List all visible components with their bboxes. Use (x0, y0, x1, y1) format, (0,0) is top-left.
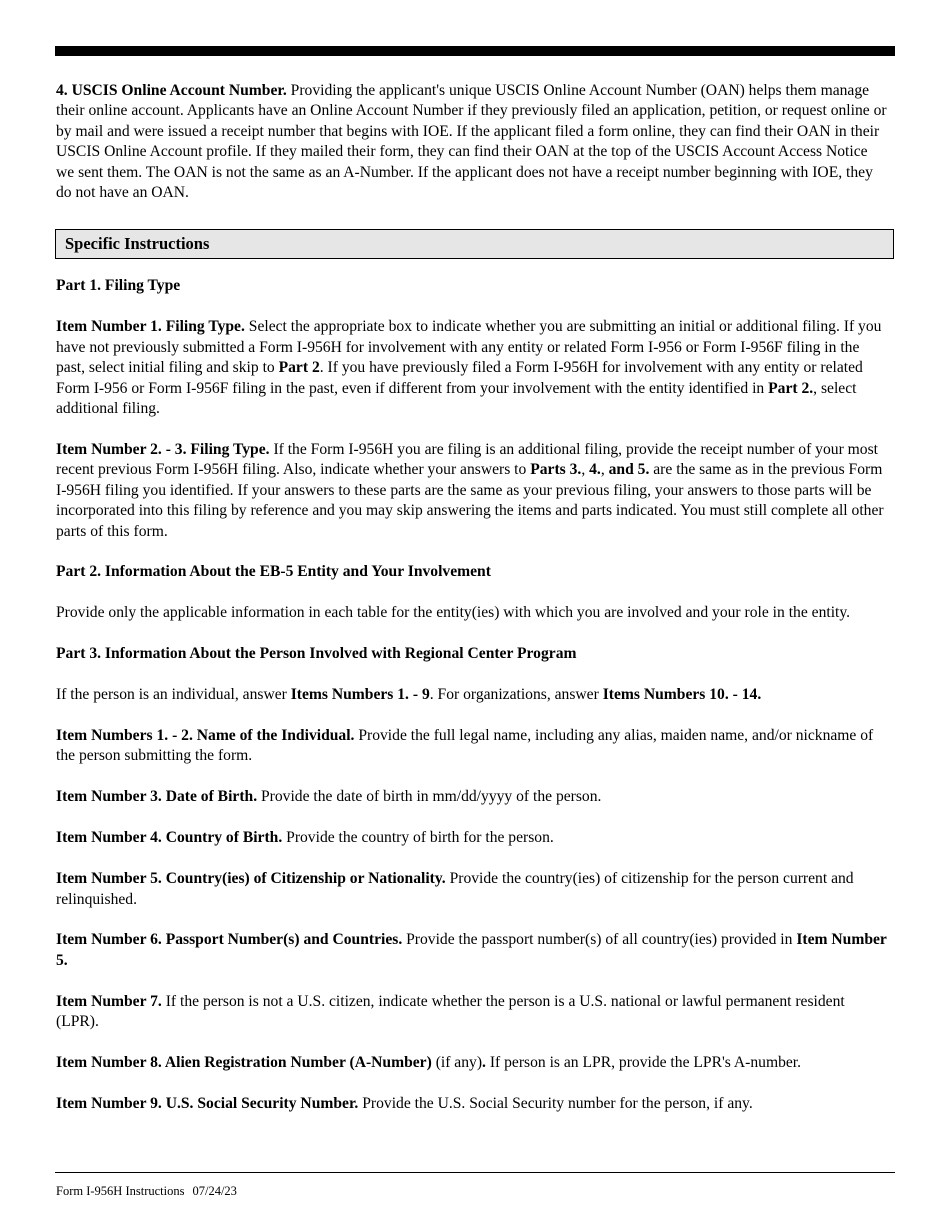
part3-item3-paragraph: Item Number 3. Date of Birth. Provide the date of birth in mm/dd/yyyy of the person. (56, 788, 602, 806)
part3-item4-paragraph: Item Number 4. Country of Birth. Provide the country of birth for the person. (56, 829, 554, 847)
part2-title: Part 2. Information About the EB-5 Entity and Your Involvement (56, 563, 491, 581)
footer-rule (55, 1172, 895, 1173)
part2-text: Provide only the applicable information in each table for the entity(ies) with which you are involved and your role in the entity. (56, 604, 851, 622)
part3-item8-paragraph: Item Number 8. Alien Registration Number (A-Number) (if any). If person is an LPR, provide the LPR's A-number. (56, 1054, 802, 1072)
part3-item6-paragraph: Item Number 6. Passport Number(s) and Countries. Provide the passport number(s) of all country(ies) provided in Item Number 5. (56, 931, 887, 969)
part3-item5-paragraph: Item Number 5. Country(ies) of Citizenship or Nationality. Provide the country(ies) of citizenship for the person current and relinquished. (56, 870, 854, 908)
part3-intro: If the person is an individual, answer Items Numbers 1. - 9. For organizations, answer Items Numbers 10. - 14. (56, 686, 762, 704)
page-content (56, 81, 888, 1135)
oan-paragraph (56, 81, 888, 203)
specific-instructions-header: Specific Instructions (55, 229, 894, 259)
part3-item9-paragraph: Item Number 9. U.S. Social Security Number. Provide the U.S. Social Security number for the person, if any. (56, 1095, 753, 1112)
part3-title: Part 3. Information About the Person Involved with Regional Center Program (56, 645, 577, 663)
oan-heading: 4. USCIS Online Account Number. (56, 82, 287, 99)
part3-item7-paragraph: Item Number 7. If the person is not a U.S. citizen, indicate whether the person is a U.S. national or lawful permanent resident (LPR). (56, 992, 845, 1031)
oan-text: Providing the applicant's unique USCIS Online Account Number (OAN) helps them manage their online account. Applicants have an Online Account Number if they previously filed an application, petition, or request online or by mail and were issued a receipt number that begins with IOE. If the applicant filed a form online, they can find their OAN in their USCIS Online Account profile. If they mailed their form, they can find their OAN at the top of the USCIS Account Access Notice we sent them. The OAN is not the same as an A-Number. If the applicant does not have a receipt number beginning with IOE, they do not have an OAN. (56, 82, 887, 202)
part1-item2-paragraph: Item Number 2. - 3. Filing Type. If the Form I-956H you are filing is an additional filing, provide the receipt number of your most recent previous Form I-956H filing. Also, indicate whether your answers to Parts 3., 4., and 5. are the same as in the previous Form I-956H filing you identified. If your answers to these parts are the same as your previous filing, your answers to those parts will be incorporated into this filing by reference and you may skip answering the items and parts indicated. You must still complete all other parts of this form. (56, 440, 884, 540)
part1-item1-paragraph: Item Number 1. Filing Type. Select the appropriate box to indicate whether you are submitting an initial or additional filing. If you have not previously submitted a Form I-956H for involvement with any entity or related Form I-956 or Form I-956F filing in the past, select initial filing and skip to Part 2. If you have previously filed a Form I-956H for involvement with any entity or related Form I-956 or Form I-956F filing in the past, even if different from your involvement with the entity identified in Part 2., select additional filing. (56, 318, 882, 417)
part3-item1-paragraph: Item Numbers 1. - 2. Name of the Individual. Provide the full legal name, including any alias, maiden name, and/or nickname of the person submitting the form. (56, 727, 874, 765)
top-rule (55, 46, 895, 56)
page-footer (56, 1184, 237, 1199)
footer-date: 07/24/23 (192, 1184, 237, 1198)
part1-title: Part 1. Filing Type (56, 277, 181, 295)
footer-form-name: Form I-956H Instructions (56, 1184, 185, 1198)
